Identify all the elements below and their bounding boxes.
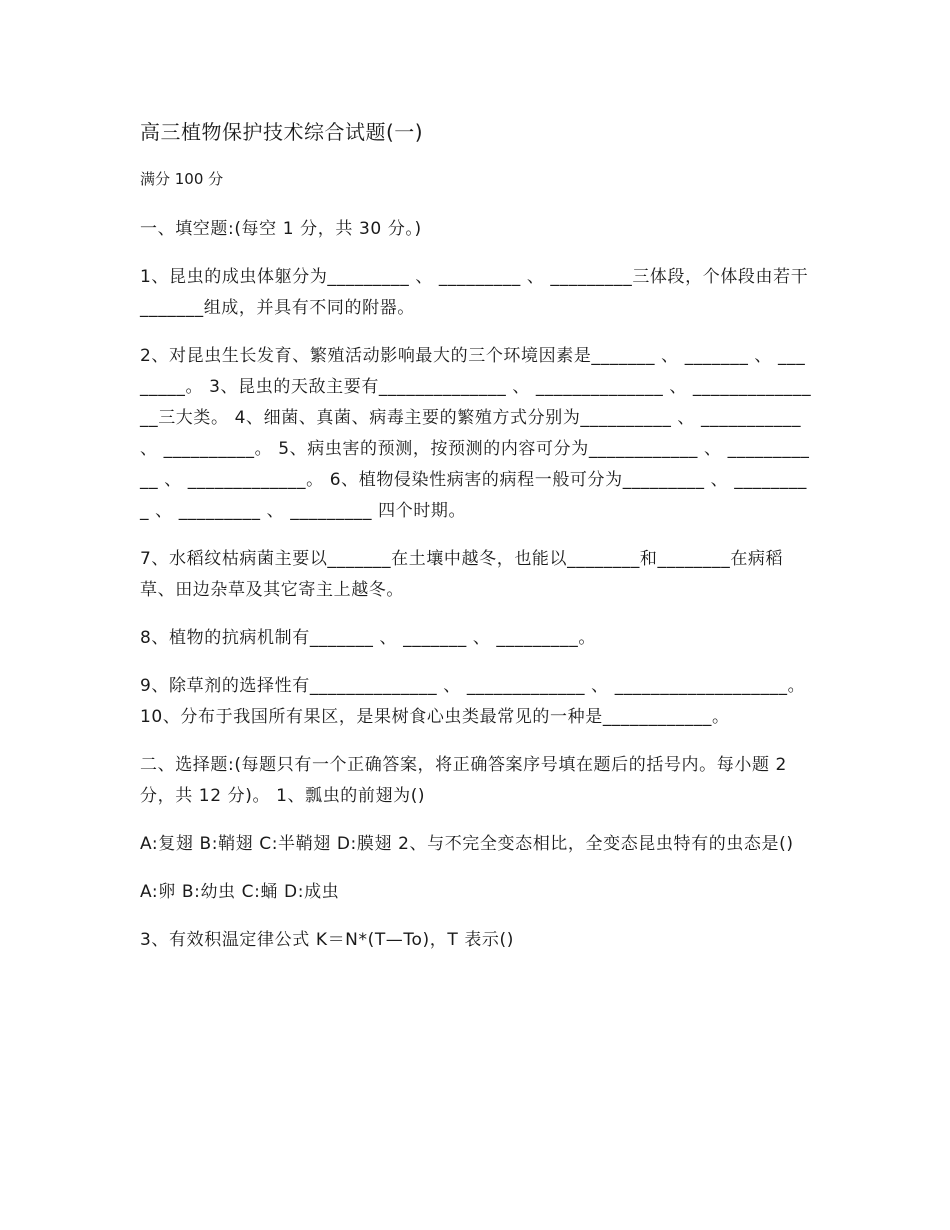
question-paragraph: 8、植物的抗病机制有_______ 、 _______ 、 _________。 bbox=[140, 628, 596, 648]
document-page bbox=[140, 118, 812, 973]
full-score-line: 满分 100 分 bbox=[140, 170, 224, 188]
choice-options-paragraph: A:复翅 B:鞘翅 C:半鞘翅 D:膜翅 2、与不完全变态相比，全变态昆虫特有的虫态是() bbox=[140, 834, 794, 854]
section-fill-blank-heading: 一、填空题:(每空 1 分，共 30 分。) bbox=[140, 219, 422, 239]
question-paragraph: 2、对昆虫生长发育、繁殖活动影响最大的三个环境因素是_______ 、 _______ 、 ________。 3、昆虫的天敌主要有______________ 、 ______________ 、 _______________三大类。 4、细菌、真菌、病毒主要的繁殖方式分别为__________ 、 ___________ 、 __________。 5、病虫害的预测，按预测的内容可分为____________ 、 ___________ 、 _____________。 6、植物侵染性病害的病程一般可分为_________ 、 _________ 、 _________ 、 _________ 四个时期。 bbox=[140, 346, 812, 521]
section-multiple-choice-heading: 二、选择题:(每题只有一个正确答案，将正确答案序号填在题后的括号内。每小题 2 分，共 12 分)。 1、瓢虫的前翅为() bbox=[140, 755, 793, 806]
question-paragraph: 9、除草剂的选择性有______________ 、 _____________ 、 ___________________。 10、分布于我国所有果区，是果树食心虫类最常见的一种是____________。 bbox=[140, 676, 812, 727]
question-paragraph: 3、有效积温定律公式 K＝N*(T—To)，T 表示() bbox=[140, 930, 514, 950]
question-paragraph: 1、昆虫的成虫体躯分为_________ 、 _________ 、 _________三体段，个体段由若干_______组成，并具有不同的附器。 bbox=[140, 267, 809, 318]
choice-options-paragraph: A:卵 B:幼虫 C:蛹 D:成虫 bbox=[140, 882, 340, 902]
document-title: 高三植物保护技术综合试题(一) bbox=[140, 120, 424, 144]
question-paragraph: 7、水稻纹枯病菌主要以_______在土壤中越冬，也能以________和________在病稻草、田边杂草及其它寄主上越冬。 bbox=[140, 549, 784, 600]
